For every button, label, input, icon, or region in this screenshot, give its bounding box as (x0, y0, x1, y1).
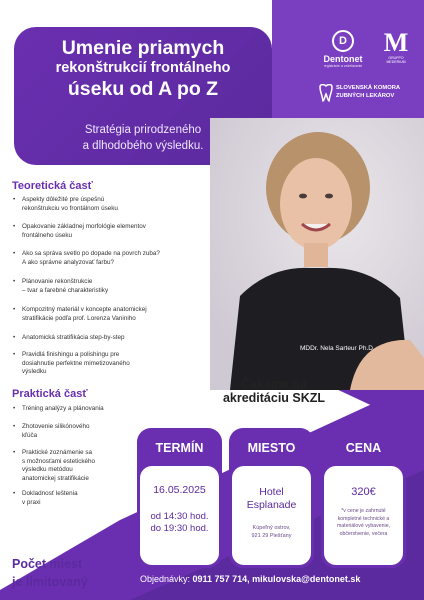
price-label: CENA (345, 441, 382, 455)
place-card (229, 428, 314, 568)
list-item: • Opakovanie základnej morfológie elementov frontálneho úseku (12, 223, 212, 240)
accreditation-line-2: akreditáciu SKZL (222, 391, 326, 405)
price-note-line-2: kompletné technické a (337, 515, 390, 522)
practice-heading: Praktická časť (12, 388, 88, 400)
skzl-logo (318, 83, 414, 107)
accreditation-line-1: Čakáme na (240, 377, 307, 391)
dentonet-logo (318, 30, 368, 76)
place-card-body (232, 466, 311, 565)
dentonet-tagline: registrácie a vzdelávanie (323, 64, 363, 68)
accreditation-note (196, 377, 352, 405)
term-time-to: do 19:30 hod. (150, 523, 209, 534)
portrait-caption: MDDr. Nela Sarteur Ph.D. (300, 345, 375, 352)
skzl-text (336, 84, 400, 100)
place-label: MIESTO (247, 441, 296, 455)
medicum-mark-icon: M (383, 28, 409, 57)
place-name-line-1: Hotel (259, 486, 284, 498)
subtitle-line-1: Stratégia prirodzeného (84, 124, 202, 136)
order-contact-details[interactable]: 0911 757 714, mikulovska@dentonet.sk (192, 574, 361, 584)
term-card (137, 428, 222, 568)
subtitle-line-2: a dlhodobého výsledku. (82, 140, 204, 152)
theory-heading: Teoretická časť (12, 180, 93, 192)
place-address-line-1: Kúpeľný ostrov, (252, 525, 291, 531)
term-time (140, 511, 219, 535)
skzl-line-1: SLOVENSKÁ KOMORA (336, 85, 401, 91)
place-name-line-2: Esplanade (246, 499, 297, 511)
medicum-subtitle: GRUPPO MEDERIUM (386, 56, 406, 64)
price-card-body (324, 466, 403, 565)
list-item: • Dokladnosť leštenia v praxi (12, 490, 212, 507)
place-address (232, 524, 311, 540)
term-label: TERMÍN (155, 441, 204, 455)
title-line-1: Umenie priamych (61, 37, 225, 59)
price-note-line-4: občerstvenie, večera (339, 530, 388, 537)
price-note (324, 508, 403, 538)
list-item: • Aspekty dôležité pre úspešnú rekonštrukciu vo frontálnom úseku (12, 196, 212, 213)
list-item: • Kompozitný materiál v koncepte anatomickej stratifikácie podľa prof. Lorenza Vaniniho (12, 306, 212, 323)
title-line-2: rekonštrukcií frontálneho (55, 60, 231, 76)
list-item: • Anatomická stratifikácia step-by-step (12, 334, 212, 343)
dentonet-name: Dentonet (323, 54, 363, 64)
title-line-3: úseku od A po Z (67, 78, 219, 100)
tooth-icon (318, 84, 334, 102)
price-card (321, 428, 406, 568)
skzl-line-2: ZUBNÝCH LEKÁROV (336, 93, 395, 99)
medicum-logo (381, 30, 411, 76)
term-date: 16.05.2025 (153, 484, 206, 496)
list-item: • Pravidlá finishingu a polishingu pre dosiahnutie perfektne mimetizovaného výsledku (12, 351, 212, 377)
seats-line-2: je limitovaný (12, 575, 88, 589)
term-card-body (140, 466, 219, 565)
order-contact (140, 574, 360, 584)
list-item: • Plánovanie rekonštrukcie – tvar a farebné charakteristiky (12, 278, 212, 295)
price-note-line-1: *v cene je zahrnuté (341, 508, 386, 514)
list-item: • Zhotovenie silikónového kľúča (12, 423, 212, 440)
list-item: • Ako sa správa svetlo po dopade na povrch zuba? A ako správne analyzovať farbu? (12, 250, 212, 267)
place-address-line-2: 921 29 Piešťany (251, 533, 292, 539)
place-name (232, 486, 311, 512)
price-amount: 320€ (351, 486, 376, 498)
dentonet-mark-icon: D (332, 30, 354, 52)
price-note-line-3: materiálové vybavenie, (336, 523, 391, 529)
seats-line-1: Počet miest (12, 557, 83, 571)
order-label: Objednávky: (140, 574, 193, 584)
list-item: • Praktické zoznámenie sa s možnosťami estetického výsledku metódou anatomickej stratifikácie (12, 449, 212, 483)
seats-limited-note (12, 555, 88, 591)
list-item: • Tréning analýzy a plánovania (12, 405, 212, 414)
term-time-from: od 14:30 hod. (150, 511, 209, 522)
